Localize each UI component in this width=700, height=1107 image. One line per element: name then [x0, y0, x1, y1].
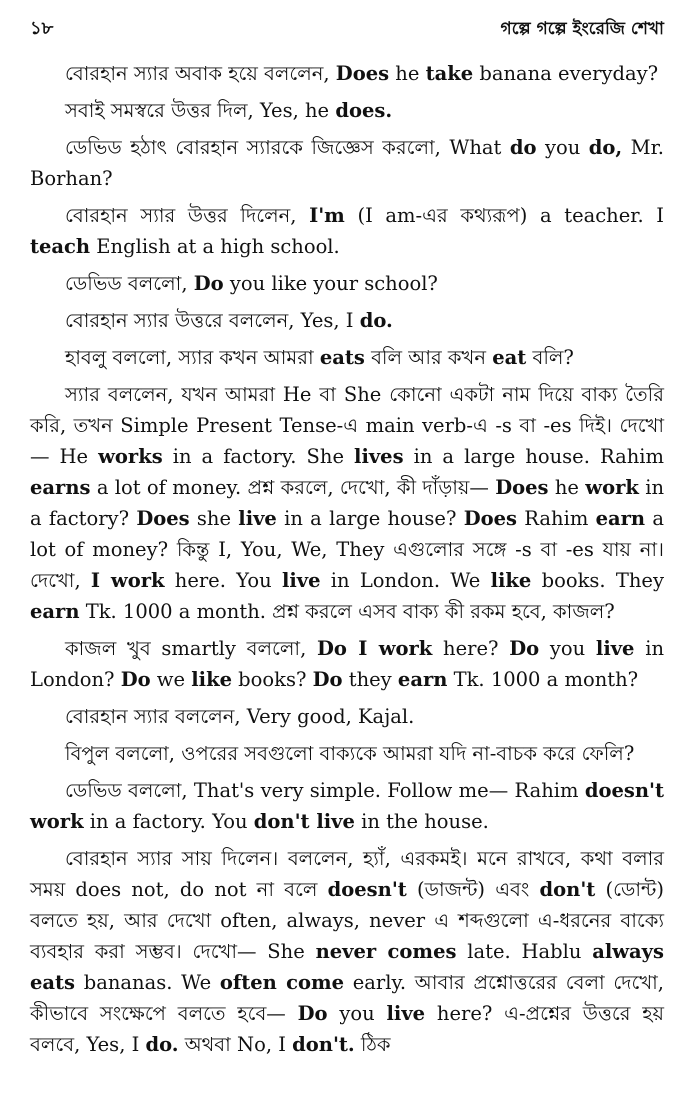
- bold-text: Does: [495, 476, 549, 499]
- text-run: সবাই সমস্বরে উত্তর দিল, Yes, he: [65, 99, 336, 122]
- text-run: in a large house. Rahim: [403, 445, 665, 468]
- paragraph: [30, 633, 664, 695]
- bold-text: Do: [509, 637, 540, 660]
- paragraph: [30, 132, 664, 194]
- bold-text: Do: [297, 1002, 328, 1025]
- bold-text: Do: [193, 272, 224, 295]
- bold-text: eats: [319, 346, 365, 369]
- text-run: books. They: [531, 569, 664, 592]
- bold-text: teach: [30, 235, 91, 258]
- paragraph: [30, 305, 664, 336]
- text-run: he: [389, 62, 426, 85]
- text-run: in a large house?: [276, 507, 464, 530]
- paragraph: [30, 268, 664, 299]
- text-run: books?: [231, 668, 313, 691]
- text-run: Tk. 1000 a month. প্রশ্ন করলে এসব বাক্য কী রকম হবে, কাজল?: [79, 600, 615, 623]
- bold-text: don't: [539, 878, 596, 901]
- text-run: স্যার বললেন, যখন আমরা He বা She কোনো একটা নাম দিয়ে বাক্য তৈরি করি, তখন Simple Present Tense-এ main verb-এ -s বা -es দিই। দেখো— He: [30, 383, 664, 468]
- text-run: here?: [432, 637, 510, 660]
- text-run: ডেভিড বললো,: [65, 272, 194, 295]
- text-run: late. Hablu: [456, 940, 593, 963]
- bold-text: do,: [588, 136, 623, 159]
- text-run: bananas. We: [75, 971, 220, 994]
- text-run: a lot of money. প্রশ্ন করলে, দেখো, কী দাঁড়ায়—: [90, 476, 496, 499]
- text-run: here. You: [164, 569, 282, 592]
- page-body: [30, 58, 664, 1060]
- text-run: banana everyday?: [473, 62, 659, 85]
- text-run: you: [536, 136, 589, 159]
- text-run: a lot of money? কিন্তু I, You, We, They এগুলোর সঙ্গে -s বা -es যায় না। দেখো,: [30, 507, 665, 592]
- running-title: গল্পে গল্পে ইংরেজি শেখা: [500, 19, 664, 39]
- bold-text: Does: [463, 507, 518, 530]
- paragraph: [30, 379, 664, 627]
- bold-text: live: [238, 507, 277, 530]
- bold-text: doesn't work: [30, 779, 664, 833]
- bold-text: work: [585, 476, 639, 499]
- bold-text: do: [509, 136, 537, 159]
- bold-text: I work: [90, 569, 165, 592]
- bold-text: eat: [492, 346, 527, 369]
- bold-text: never comes: [315, 940, 457, 963]
- text-run: you like your school?: [223, 272, 438, 295]
- page-header: [30, 14, 664, 54]
- paragraph: [30, 95, 664, 126]
- text-run: Tk. 1000 a month?: [447, 668, 639, 691]
- text-run: বোরহান স্যার বললেন, Very good, Kajal.: [65, 705, 415, 728]
- text-run: you: [539, 637, 596, 660]
- text-run: বিপুল বললো, ওপরের সবগুলো বাক্যকে আমরা যদি না-বাচক করে ফেলি?: [65, 742, 635, 765]
- bold-text: earns: [30, 476, 91, 499]
- text-run: in the house.: [354, 810, 489, 833]
- bold-text: don't live: [253, 810, 355, 833]
- text-run: অথবা No, I: [178, 1033, 293, 1056]
- paragraph: [30, 58, 664, 89]
- bold-text: like: [191, 668, 232, 691]
- paragraph: [30, 843, 664, 1060]
- text-run: বোরহান স্যার অবাক হয়ে বললেন,: [65, 62, 336, 85]
- paragraph: [30, 775, 664, 837]
- text-run: early. আবার প্রশ্নোত্তরের বেলা দেখো, কীভাবে সংক্ষেপে বলতে হবে—: [30, 971, 664, 1025]
- bold-text: live: [281, 569, 321, 592]
- bold-text: live: [595, 637, 635, 660]
- bold-text: earn: [30, 600, 80, 623]
- text-run: ঠিক: [354, 1033, 391, 1056]
- bold-text: does.: [335, 99, 393, 122]
- text-run: in a factory. You: [83, 810, 254, 833]
- text-run: in a factory?: [30, 476, 664, 530]
- text-run: ডেভিড হঠাৎ বোরহান স্যারকে জিজ্ঞেস করলো, What: [65, 136, 510, 159]
- text-run: he: [548, 476, 586, 499]
- text-run: (ডোন্ট) বলতে হয়, আর দেখো often, always, never এ শব্দগুলো এ-ধরনের বাক্যে ব্যবহার করা সম্ভব। দেখো— She: [30, 878, 664, 963]
- bold-text: Does: [136, 507, 190, 530]
- text-run: কাজল খুব smartly বললো,: [65, 637, 318, 660]
- bold-text: lives: [354, 445, 404, 468]
- bold-text: don't.: [292, 1033, 355, 1056]
- text-run: she: [189, 507, 239, 530]
- bold-text: often come: [219, 971, 345, 994]
- text-run: বোরহান স্যার সায় দিলেন। বললেন, হ্যাঁ, এরকমই। মনে রাখবে, কথা বলার সময় does not, do not না বলে: [30, 847, 664, 901]
- paragraph: [30, 342, 664, 373]
- text-run: they: [342, 668, 398, 691]
- text-run: we: [150, 668, 192, 691]
- text-run: বলি?: [526, 346, 574, 369]
- bold-text: Do: [312, 668, 343, 691]
- bold-text: like: [490, 569, 532, 592]
- bold-text: do.: [145, 1033, 179, 1056]
- text-run: বোরহান স্যার উত্তরে বললেন, Yes, I: [65, 309, 360, 332]
- text-run: হাবলু বললো, স্যার কখন আমরা: [65, 346, 320, 369]
- text-run: Rahim: [517, 507, 596, 530]
- text-run: English at a high school.: [90, 235, 340, 258]
- text-run: in a factory. She: [162, 445, 355, 468]
- text-run: (I am-এর কথ্যরূপ) a teacher. I: [344, 204, 664, 227]
- bold-text: live: [386, 1002, 426, 1025]
- bold-text: doesn't: [327, 878, 407, 901]
- bold-text: always eats: [30, 940, 664, 994]
- text-run: Mr. Borhan?: [30, 136, 664, 190]
- bold-text: Do I work: [317, 637, 433, 660]
- bold-text: works: [98, 445, 163, 468]
- bold-text: take: [425, 62, 474, 85]
- text-run: in London. We: [320, 569, 491, 592]
- text-run: ডেভিড বললো, That's very simple. Follow me— Rahim: [65, 779, 585, 802]
- text-run: বোরহান স্যার উত্তর দিলেন,: [65, 204, 310, 227]
- paragraph: [30, 738, 664, 769]
- text-run: (ডাজন্ট) এবং: [406, 878, 540, 901]
- text-run: বলি আর কখন: [364, 346, 493, 369]
- bold-text: do.: [359, 309, 393, 332]
- bold-text: earn: [397, 668, 448, 691]
- bold-text: I'm: [309, 204, 345, 227]
- paragraph: [30, 200, 664, 262]
- page-number: ১৮: [30, 18, 54, 39]
- bold-text: Do: [120, 668, 151, 691]
- bold-text: earn: [595, 507, 646, 530]
- paragraph: [30, 701, 664, 732]
- text-run: here? এ-প্রশ্নের উত্তরে হয় বলবে, Yes, I: [30, 1002, 665, 1056]
- text-run: in London?: [30, 637, 664, 691]
- text-run: you: [327, 1002, 387, 1025]
- bold-text: Does: [335, 62, 390, 85]
